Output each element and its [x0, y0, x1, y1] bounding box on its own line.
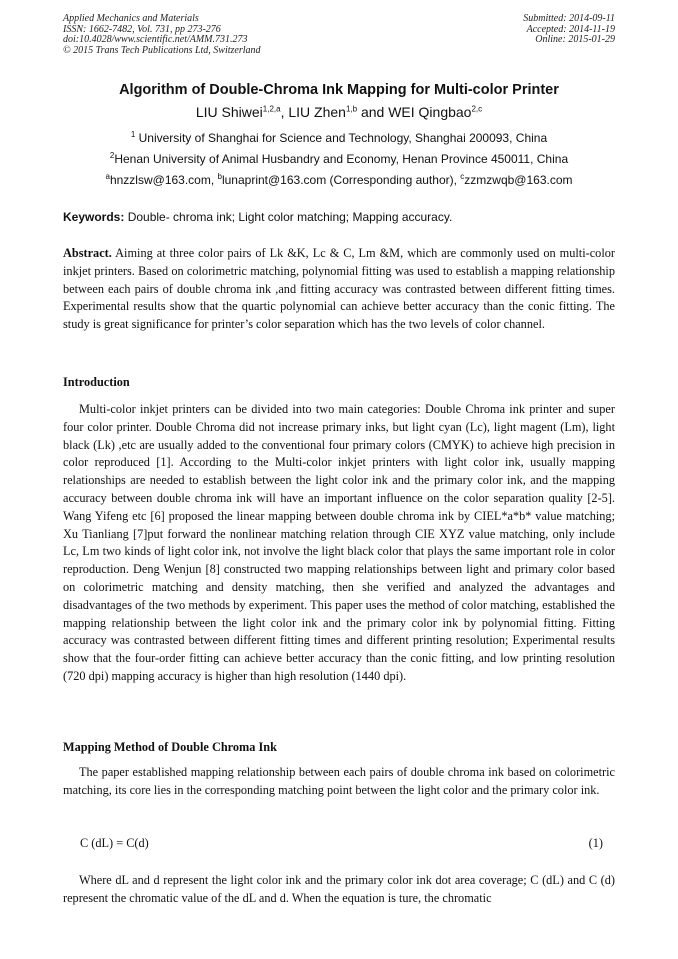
- journal-header-left: [63, 14, 261, 56]
- submitted-date: Submitted: 2014-09-11: [523, 13, 615, 24]
- author-affiliation-sup: 1,b: [345, 104, 358, 114]
- equation-text: C (dL) = C(d): [80, 836, 149, 850]
- section-heading-mapping-method: Mapping Method of Double Chroma Ink: [63, 740, 277, 754]
- email-sup: c: [460, 172, 465, 181]
- paper-title: Algorithm of Double-Chroma Ink Mapping for Multi-color Printer: [119, 82, 559, 98]
- author-list: [0, 104, 678, 120]
- email-text: lunaprint@163.com (Corresponding author),: [221, 173, 461, 187]
- affiliation-2: [0, 152, 678, 166]
- author-affiliation-sup: 2,c: [471, 104, 483, 114]
- keywords-text: Double- chroma ink; Light color matching; Mapping accuracy.: [124, 210, 453, 224]
- accepted-date: Accepted: 2014-11-19: [526, 23, 615, 35]
- equation-1: [80, 836, 603, 851]
- author-separator: and: [357, 104, 389, 120]
- keywords-label: Keywords:: [63, 210, 125, 224]
- affiliation-text: Henan University of Animal Husbandry and Economy, Henan Province 450011, China: [114, 152, 569, 166]
- email-sup: a: [105, 172, 110, 181]
- affiliation-1: [0, 131, 678, 145]
- author-affiliation-sup: 1,2,a: [262, 104, 281, 114]
- definition-paragraph: Where dL and d represent the light color ink and the primary color ink dot area coverage; C (dL) and C (d) represent the chromatic value of the dL and d. When the equation is ture, the chromatic: [63, 873, 615, 905]
- author-name: WEI Qingbao: [388, 104, 472, 120]
- email-text: zzmzwqb@163.com: [464, 173, 573, 187]
- journal-issn: ISSN: 1662-7482, Vol. 731, pp 273-276: [63, 23, 221, 35]
- journal-copyright: © 2015 Trans Tech Publications Ltd, Switzerland: [63, 44, 261, 56]
- affiliation-number: 2: [109, 151, 115, 160]
- section-heading-introduction: Introduction: [63, 375, 130, 389]
- affiliation-text: University of Shanghai for Science and Technology, Shanghai 200093, China: [135, 131, 548, 145]
- introduction-paragraph: Multi-color inkjet printers can be divided into two main categories: Double Chroma ink printer and super four color printer. Double Chroma did not increase primary inks, but light cyan (Lc), light magent (Lm), light black (Lk) ,etc are usually added to the conventional four primary colors (CMYK) to achieve high precision in color reproduced [1]. According to the Multi-color inkjet printers with light color ink, usually mapping relationships are needed to establish between the light color ink and the primary color ink, and the mapping accuracy between double chroma ink will have an important influence on the color separation quality [2-5]. Wang Yifeng etc [6] proposed the linear mapping between double chroma ink by CIEL*a*b* value matching; Xu Tianliang [7]put forward the nonlinear matching relation through CIE XYZ value matching, only include Lc, Lm two kinds of light color ink, not involve the light black color that plays the same important role in color reproduction. Deng Wenjun [8] constructed two mapping relationships between light and primary color based on colorimetric matching and density matching, then she verified and analyzed the advantages and disadvantages of the two methods by experiment. This paper uses the method of color matching, established the mapping relationship between the light color ink and the primary color ink by polynomial fitting. Fitting accuracy was contrasted between different fitting times and different printing resolution; Experimental results show that the four-order fitting can achieve better accuracy than the conic fitting, and low printing resolution (720 dpi) mapping accuracy is higher than high resolution (1440 dpi).: [63, 402, 615, 683]
- journal-doi: doi:10.4028/www.scientific.net/AMM.731.273: [63, 34, 248, 46]
- email-text: hnzzlsw@163.com,: [109, 173, 218, 187]
- equation-number: (1): [588, 836, 603, 850]
- affiliation-number: 1: [130, 130, 136, 139]
- keywords: [63, 210, 615, 224]
- author-emails: [0, 173, 678, 187]
- author-name: LIU Shiwei: [195, 104, 263, 120]
- journal-header-right: [523, 14, 615, 46]
- abstract-label: Abstract.: [63, 246, 112, 260]
- author-separator: ,: [280, 104, 289, 120]
- abstract: [63, 245, 615, 334]
- online-date: Online: 2015-01-29: [535, 34, 615, 46]
- journal-name: Applied Mechanics and Materials: [63, 13, 199, 24]
- abstract-text: Aiming at three color pairs of Lk &K, Lc & C, Lm &M, which are commonly used on multi-color inkjet printers. Based on colorimetric matching, polynomial fitting was used to establish a mapping relationship between each pairs of double chroma ink ,and fitting accuracy was contrasted between different fitting times. Experimental results show that the quartic polynomial can achieve better accuracy than the conic fitting. The study is great significance for printer’s color separation which has the two levels of color channel.: [63, 246, 615, 332]
- email-sup: b: [217, 172, 222, 181]
- mapping-method-paragraph: The paper established mapping relationship between each pairs of double chroma ink based on colorimetric matching, its core lies in the corresponding matching point between the light color and the primary color ink.: [63, 765, 615, 797]
- author-name: LIU Zhen: [288, 104, 346, 120]
